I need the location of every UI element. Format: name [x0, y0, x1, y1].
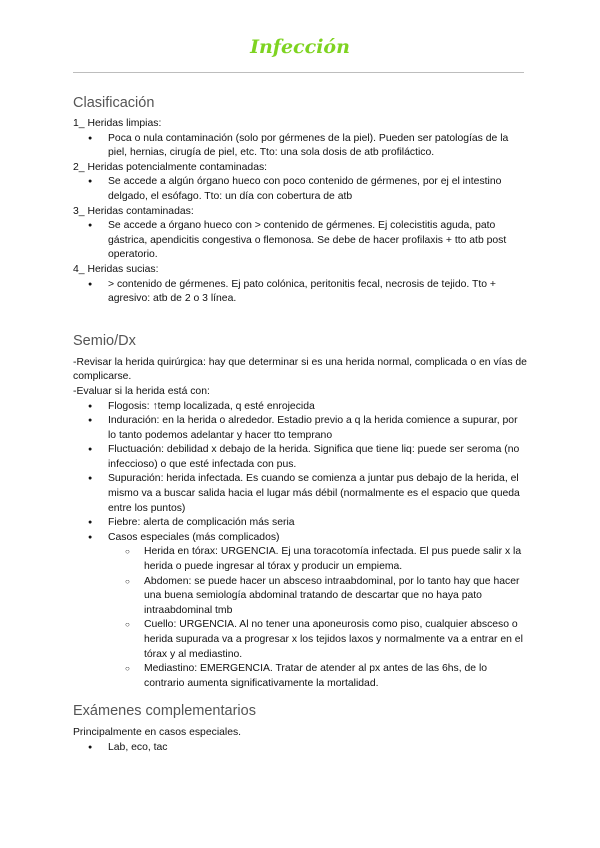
item-label: 2_ Heridas potencialmente contaminadas:	[73, 161, 268, 173]
list-item: ● Flogosis: ↑temp localizada, q esté enrojecida	[73, 400, 528, 415]
item-label: 4_ Heridas sucias:	[73, 263, 159, 275]
bullet-list	[73, 132, 528, 161]
paragraph: -Revisar la herida quirúrgica: hay que determinar si es una herida normal, complicada o en vías de complicarse.	[73, 356, 527, 383]
sub-list-item: ○ Cuello: URGENCIA. Al no tener una aponeurosis como piso, cualquier absceso o herida supurada va a progresar x los tejidos laxos y normalmente va a entrar en el tórax y al mediastino.	[108, 618, 528, 662]
item-label: 3_ Heridas contaminadas:	[73, 205, 194, 217]
paragraph: -Evaluar si la herida está con:	[73, 385, 210, 397]
sub-list-item: ○ Herida en tórax: URGENCIA. Ej una toracotomía infectada. El pus puede salir x la herida o puede ingresar al tórax y producir un empiema.	[108, 545, 528, 574]
page-title: Infección	[250, 36, 350, 58]
list-item-with-sublist	[73, 531, 528, 692]
section-heading-examenes: Exámenes complementarios	[73, 703, 256, 720]
section-heading-clasificacion: Clasificación	[73, 95, 155, 111]
item-label: 1_ Heridas limpias:	[73, 118, 162, 129]
sub-list-item: ○ Mediastino: EMERGENCIA. Tratar de atender al px antes de las 6hs, de lo contrario aumenta significativamente la mortalidad.	[108, 662, 528, 691]
list-item: ● Poca o nula contaminación (solo por gérmenes de la piel). Pueden ser patologías de la piel, hernias, cirugía de piel, etc. Tto: una sola dosis de atb profiláctico.	[73, 132, 528, 161]
title-divider	[73, 72, 524, 73]
paragraph: Principalmente en casos especiales.	[73, 727, 242, 739]
list-item: ● Fiebre: alerta de complicación más seria	[73, 516, 528, 531]
list-item: ● Lab, eco, tac	[73, 741, 528, 756]
bullet-list	[73, 741, 528, 756]
bullet-list	[73, 175, 528, 204]
sub-bullet-list	[108, 545, 528, 691]
list-item: ● Supuración: herida infectada. Es cuando se comienza a juntar pus debajo de la herida, el mismo va a buscar salida hacia el lugar más débil (normalmente es el espacio que queda entre los puntos)	[73, 472, 528, 516]
sub-list-item: ○ Abdomen: se puede hacer un absceso intraabdominal, por lo tanto hay que hacer una buena semiología abdominal tratando de descartar que no haya pato intraabdominal tmb	[108, 575, 528, 619]
bullet-list	[73, 278, 528, 307]
list-item: ● > contenido de gérmenes. Ej pato colónica, peritonitis fecal, necrosis de tejido. Tto + agresivo: atb de 2 o 3 línea.	[73, 278, 528, 307]
list-item: ● Se accede a órgano hueco con > contenido de gérmenes. Ej colecistitis aguda, pato gástrica, apendicitis congestiva o flemonosa. Se debe de hacer profilaxis + tto atb post operatorio.	[73, 219, 528, 263]
bullet-list	[73, 219, 528, 263]
document-body	[73, 93, 528, 756]
list-item: ● Induración: en la herida o alrededor. Estadio previo a q la herida comience a supurar, por lo tanto podemos adelantar y hacer tto temprano	[73, 414, 528, 443]
section-heading-semio: Semio/Dx	[73, 332, 136, 349]
bullet-list	[73, 400, 528, 692]
list-item: ● Se accede a algún órgano hueco con poco contenido de gérmenes, por ej el intestino delgado, el esófago. Tto: un día con cobertura de atb	[73, 175, 528, 204]
list-item-text: Casos especiales (más complicados)	[108, 531, 280, 543]
list-item: ● Fluctuación: debilidad x debajo de la herida. Significa que tiene liq: puede ser seroma (no infeccioso) o que esté infectada con pus.	[73, 443, 528, 472]
